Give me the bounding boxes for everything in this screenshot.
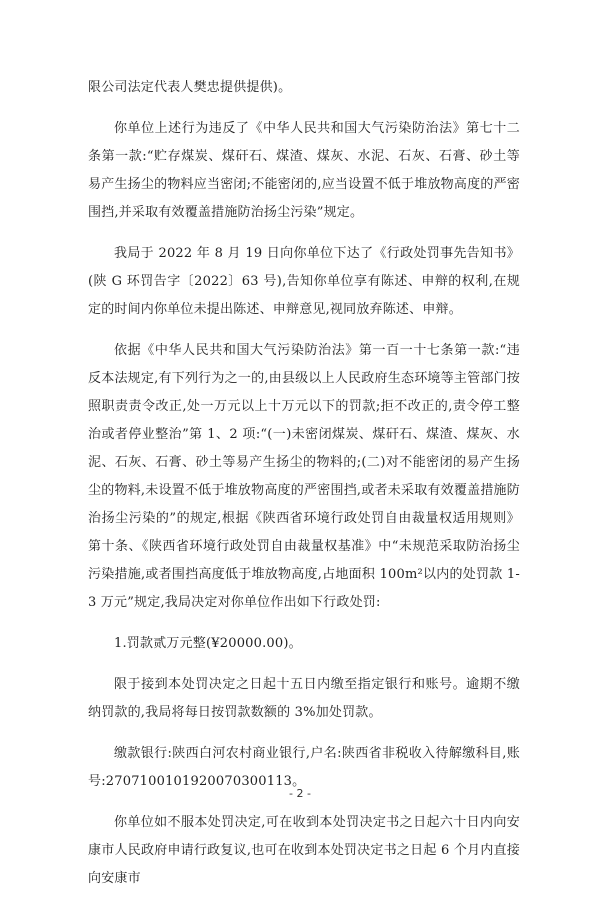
paragraph-continuation: 限公司法定代表人樊忠提供提供)。 xyxy=(88,80,292,95)
document-body xyxy=(88,74,520,906)
paragraph-payment-deadline: 限于接到本处罚决定之日起十五日内缴至指定银行和账号。逾期不缴纳罚款的,我局将每日按罚款数额的 3%加处罚款。 xyxy=(88,677,520,720)
paragraph-penalty: 1.罚款贰万元整(¥20000.00)。 xyxy=(114,636,302,651)
page-number: - 2 - xyxy=(289,787,311,800)
paragraph-legal-basis: 依据《中华人民共和国大气污染防治法》第一百一十七条第一款:“违反本法规定,有下列行为之一的,由县级以上人民政府生态环境等主管部门按照职责责令改正,处一万元以上十万元以下的罚款;拒不改正的,责令停工整治或者停业整治”第 1、2 项:“(一)未密闭煤炭、煤矸石、煤渣、煤灰、水泥、石灰、石膏、砂土等易产生扬尘的物料的;(二)对不能密闭的易产生扬尘的物料,未设置不低于堆放物高度的严密围挡,或者未采取有效覆盖措施防治扬尘污染的”的规定,根据《陕西省环境行政处罚自由裁量权适用规则》第十条、《陕西省环境行政处罚自由裁量权基准》中“未规范采取防治扬尘污染措施,或者围挡高度低于堆放物高度,占地面积 100m²以内的处罚款 1-3 万元”规定,我局决定对你单位作出如下行政处罚: xyxy=(88,343,520,610)
paragraph-appeal: 你单位如不服本处罚决定,可在收到本处罚决定书之日起六十日内向安康市人民政府申请行政复议,也可在收到本处罚决定书之日起 6 个月内直接向安康市 xyxy=(88,815,520,886)
paragraph-bank-info: 缴款银行:陕西白河农村商业银行,户名:陕西省非税收入待解缴科目,账号:2707100101920070300113。 xyxy=(88,746,520,789)
paragraph-notice: 我局于 2022 年 8 月 19 日向你单位下达了《行政处罚事先告知书》(陕 G 环罚告字〔2022〕63 号),告知你单位享有陈述、申辩的权利,在规定的时间内你单位未提出陈述、申辩意见,视同放弃陈述、申辩。 xyxy=(88,246,520,317)
paragraph-violation: 你单位上述行为违反了《中华人民共和国大气污染防治法》第七十二条第一款:“贮存煤炭、煤矸石、煤渣、煤灰、水泥、石灰、石膏、砂土等易产生扬尘的物料应当密闭;不能密闭的,应当设置不低于堆放物高度的严密围挡,并采取有效覆盖措施防治扬尘污染”规定。 xyxy=(88,121,520,220)
